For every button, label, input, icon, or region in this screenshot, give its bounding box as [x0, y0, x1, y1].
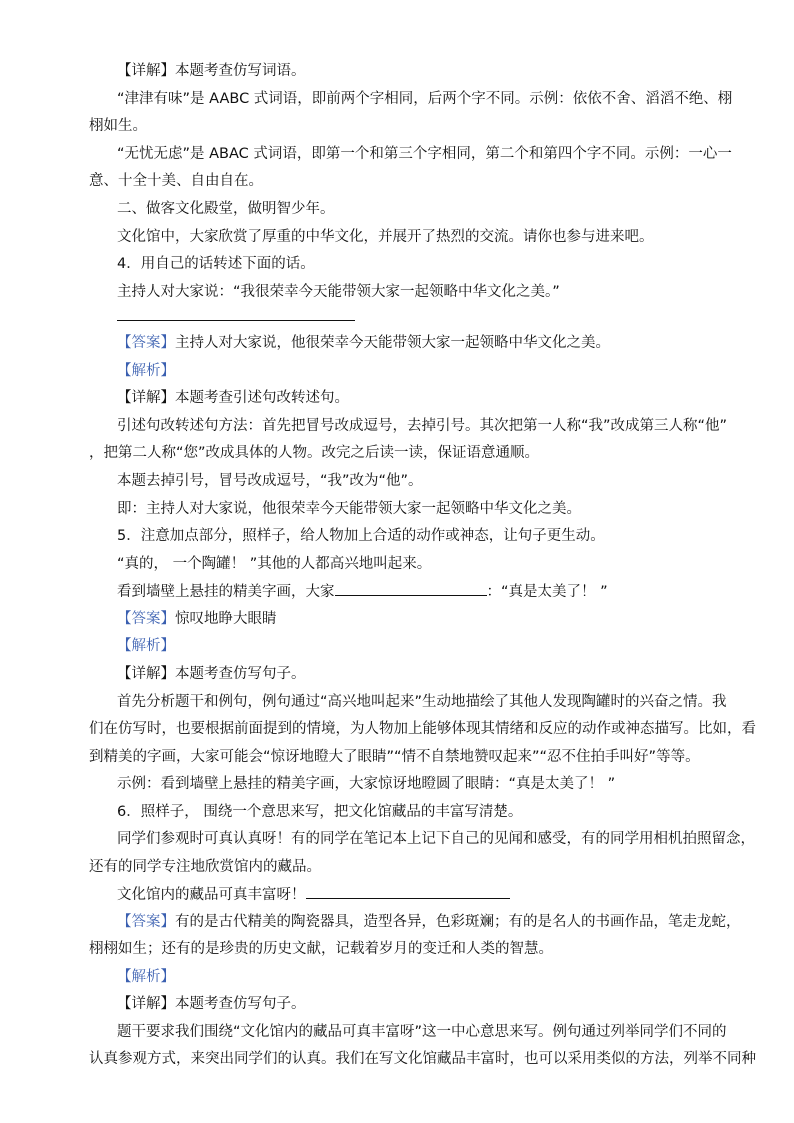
text-line: “真的， 一个陶罐！ ”其他的人都高兴地叫起来。 [117, 556, 432, 572]
text-line: 还有的同学专注地欣赏馆内的藏品。 [89, 859, 321, 875]
text-line: 【详解】本题考查引述句改转述句。 [117, 390, 349, 406]
text-line: 同学们参观时可真认真呀！有的同学在笔记本上记下自己的见闻和感受，有的同学用相机拍照留念， [117, 831, 755, 847]
fill-blank [335, 581, 487, 596]
analysis-label: 【解析】 [117, 969, 175, 985]
text-line: 到精美的字画，大家可能会“惊讶地瞪大了眼睛”“情不自禁地赞叹起来”“忍不住拍手叫好”等等。 [89, 749, 700, 765]
answer-line [117, 333, 610, 353]
analysis-label: 【解析】 [117, 363, 175, 379]
text-line: 们在仿写时，也要根据前面提到的情境，为人物加上能够体现其情绪和反应的动作或神态描写。比如，看 [89, 721, 756, 737]
text-line: 【详解】本题考查仿写词语。 [117, 63, 306, 79]
answer-blank-line [117, 320, 355, 321]
fill-blank [306, 884, 510, 899]
text-line: 首先分析题干和例句，例句通过“高兴地叫起来”生动地描绘了其他人发现陶罐时的兴奋之情。我 [117, 694, 727, 710]
answer-line [117, 609, 277, 629]
text-line: 认真参观方式，来突出同学们的认真。我们在写文化馆藏品丰富时，也可以采用类似的方法，列举不同种 [89, 1051, 756, 1067]
answer-line [117, 912, 741, 932]
question-5: 5．注意加点部分，照样子，给人物加上合适的动作或神态，让句子更生动。 [117, 528, 605, 544]
section-heading: 二、做客文化殿堂，做明智少年。 [117, 201, 335, 217]
answer-text: 惊叹地睁大眼睛 [175, 611, 277, 627]
text-line [117, 884, 510, 905]
text-line: “津津有味”是 AABC 式词语，即前两个字相同，后两个字不同。示例：依依不舍、滔滔不绝、栩 [117, 91, 733, 107]
text-line: 【详解】本题考查仿写句子。 [117, 666, 306, 682]
text-line: 主持人对大家说：“我很荣幸今天能带领大家一起领略中华文化之美。” [117, 284, 560, 300]
text-line: 【详解】本题考查仿写句子。 [117, 996, 306, 1012]
text-line: 题干要求我们围绕“文化馆内的藏品可真丰富呀”这一中心意思来写。例句通过列举同学们不同的 [117, 1024, 727, 1040]
text-line: 意、十全十美、自由自在。 [89, 173, 263, 189]
text-span: 看到墙壁上悬挂的精美字画，大家 [117, 584, 335, 600]
text-span: 文化馆内的藏品可真丰富呀！ [117, 887, 306, 903]
question-6: 6．照样子， 围绕一个意思来写，把文化馆藏品的丰富写清楚。 [117, 804, 523, 820]
text-line: ，把第二人称“您”改成具体的人物。改完之后读一读，保证语意通顺。 [89, 445, 540, 461]
text-span: ：“真是太美了！ ” [486, 584, 608, 600]
text-line: 示例：看到墙壁上悬挂的精美字画，大家惊讶地瞪圆了眼睛：“真是太美了！ ” [117, 776, 616, 792]
text-line [117, 581, 608, 602]
answer-label: 【答案】 [117, 611, 175, 627]
text-line: “无忧无虑”是 ABAC 式词语，即第一个和第三个字相同，第二个和第四个字不同。示例：一心一 [117, 146, 732, 162]
answer-text: 有的是古代精美的陶瓷器具，造型各异，色彩斑斓；有的是名人的书画作品，笔走龙蛇， [175, 914, 741, 930]
analysis-label: 【解析】 [117, 638, 175, 654]
answer-text: 主持人对大家说，他很荣幸今天能带领大家一起领略中华文化之美。 [175, 335, 610, 351]
question-4: 4．用自己的话转述下面的话。 [117, 256, 315, 272]
text-line: 即：主持人对大家说，他很荣幸今天能带领大家一起领略中华文化之美。 [117, 501, 581, 517]
text-line: 栩如生。 [89, 118, 147, 134]
answer-label: 【答案】 [117, 914, 175, 930]
text-line: 本题去掉引号，冒号改成逗号，“我”改为“他”。 [117, 473, 423, 489]
text-line: 文化馆中，大家欣赏了厚重的中华文化，并展开了热烈的交流。请你也参与进来吧。 [117, 229, 654, 245]
text-line: 引述句改转述句方法：首先把冒号改成逗号，去掉引号。其次把第一人称“我”改成第三人称“他” [117, 418, 728, 434]
answer-label: 【答案】 [117, 335, 175, 351]
text-line: 栩栩如生；还有的是珍贵的历史文献，记载着岁月的变迁和人类的智慧。 [89, 941, 553, 957]
